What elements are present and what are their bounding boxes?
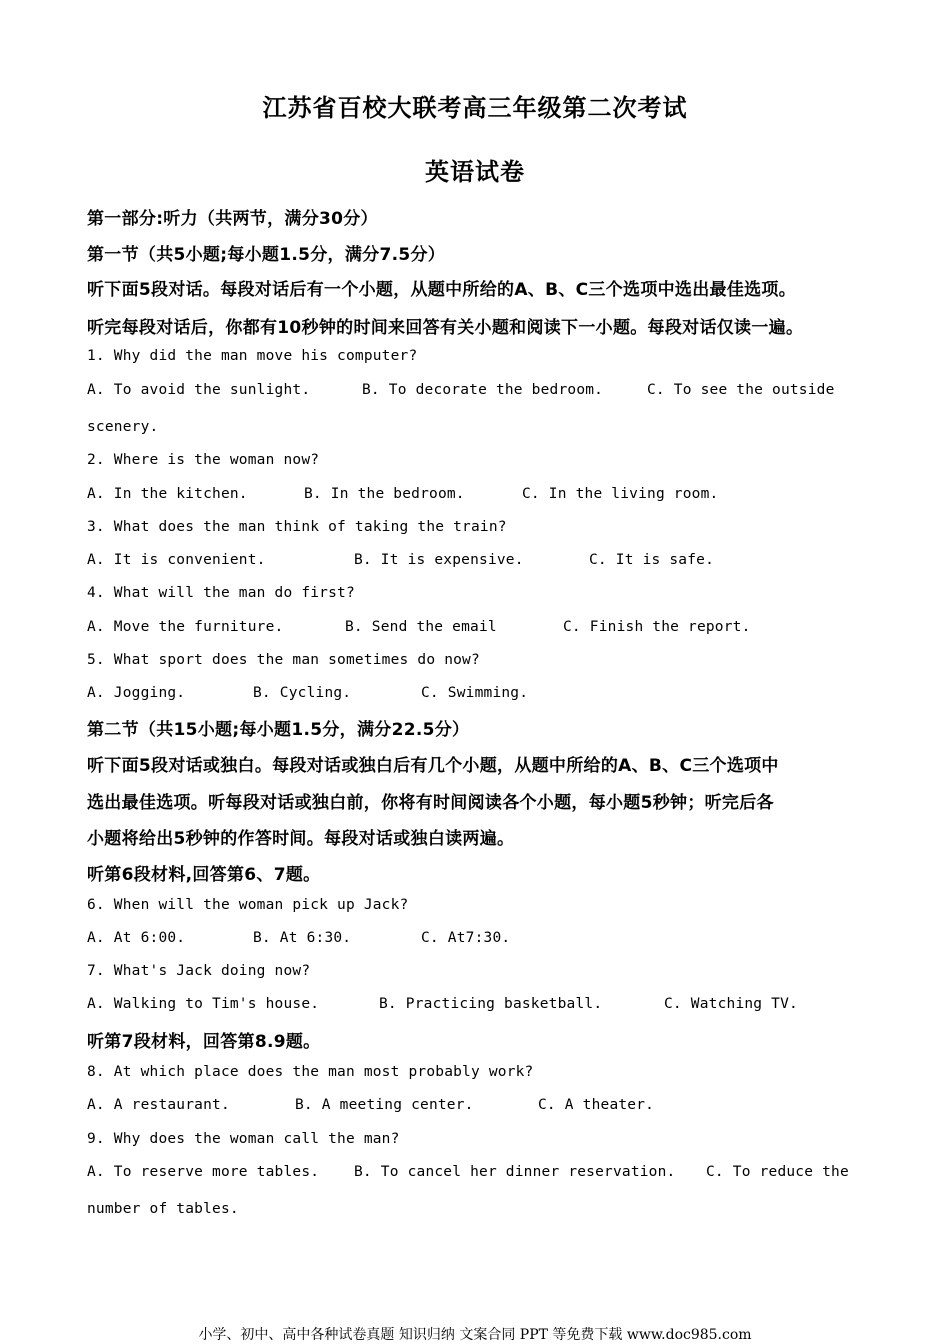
question-2: 2. Where is the woman now?: [87, 452, 320, 468]
part1-heading: 第一部分:听力（共两节，满分30分）: [87, 209, 378, 229]
q7-option-c: C. Watching TV.: [664, 996, 798, 1012]
q7-option-b: B. Practicing basketball.: [379, 996, 603, 1012]
section1-instruction-2: 听完每段对话后，你都有10秒钟的时间来回答有关小题和阅读下一小题。每段对话仅读一遍。: [87, 318, 804, 338]
q5-option-c: C. Swimming.: [421, 685, 529, 701]
section2-instruction-2: 选出最佳选项。听每段对话或独白前，你将有时间阅读各个小题，每小题5秒钟；听完后各: [87, 793, 774, 813]
q6-option-b: B. At 6:30.: [253, 930, 352, 946]
section1-instruction-1: 听下面5段对话。每段对话后有一个小题，从题中所给的A、B、C三个选项中选出最佳选项。: [87, 280, 797, 300]
section2-instruction-3: 小题将给出5秒钟的作答时间。每段对话或独白读两遍。: [87, 829, 515, 849]
q7-option-a: A. Walking to Tim's house.: [87, 996, 320, 1012]
q9-option-c-continued: number of tables.: [87, 1201, 239, 1217]
q5-option-a: A. Jogging.: [87, 685, 186, 701]
question-1: 1. Why did the man move his computer?: [87, 348, 418, 364]
q8-option-c: C. A theater.: [538, 1097, 655, 1113]
q1-option-a: A. To avoid the sunlight.: [87, 382, 311, 398]
section2-heading: 第二节（共15小题;每小题1.5分，满分22.5分）: [87, 720, 470, 740]
q9-option-c: C. To reduce the: [706, 1164, 849, 1180]
question-4: 4. What will the man do first?: [87, 585, 355, 601]
question-6: 6. When will the woman pick up Jack?: [87, 897, 409, 913]
q6-option-a: A. At 6:00.: [87, 930, 186, 946]
page-footer: 小学、初中、高中各种试卷真题 知识归纳 文案合同 PPT 等免费下载 www.doc985.com: [198, 1327, 752, 1343]
q2-option-b: B. In the bedroom.: [304, 486, 465, 502]
q9-option-b: B. To cancel her dinner reservation.: [354, 1164, 676, 1180]
question-7: 7. What's Jack doing now?: [87, 963, 311, 979]
q9-option-a: A. To reserve more tables.: [87, 1164, 320, 1180]
q1-option-c: C. To see the outside: [647, 382, 835, 398]
q2-option-a: A. In the kitchen.: [87, 486, 248, 502]
q3-option-c: C. It is safe.: [589, 552, 715, 568]
q8-option-a: A. A restaurant.: [87, 1097, 230, 1113]
question-8: 8. At which place does the man most probably work?: [87, 1064, 534, 1080]
q3-option-b: B. It is expensive.: [354, 552, 524, 568]
q1-option-b: B. To decorate the bedroom.: [362, 382, 604, 398]
q5-option-b: B. Cycling.: [253, 685, 352, 701]
q4-option-b: B. Send the email: [345, 619, 497, 635]
group-heading-6: 听第6段材料,回答第6、7题。: [87, 865, 321, 885]
q1-option-c-continued: scenery.: [87, 419, 159, 435]
exam-title: 江苏省百校大联考高三年级第二次考试: [262, 94, 688, 122]
question-3: 3. What does the man think of taking the train?: [87, 519, 507, 535]
section1-heading: 第一节（共5小题;每小题1.5分，满分7.5分）: [87, 245, 446, 265]
exam-subtitle: 英语试卷: [425, 158, 525, 186]
q4-option-a: A. Move the furniture.: [87, 619, 284, 635]
q2-option-c: C. In the living room.: [522, 486, 719, 502]
q8-option-b: B. A meeting center.: [295, 1097, 474, 1113]
section2-instruction-1: 听下面5段对话或独白。每段对话或独白后有几个小题，从题中所给的A、B、C三个选项中: [87, 756, 779, 776]
q3-option-a: A. It is convenient.: [87, 552, 266, 568]
q4-option-c: C. Finish the report.: [563, 619, 751, 635]
question-9: 9. Why does the woman call the man?: [87, 1131, 400, 1147]
question-5: 5. What sport does the man sometimes do now?: [87, 652, 480, 668]
group-heading-7: 听第7段材料，回答第8.9题。: [87, 1032, 321, 1052]
q6-option-c: C. At7:30.: [421, 930, 511, 946]
